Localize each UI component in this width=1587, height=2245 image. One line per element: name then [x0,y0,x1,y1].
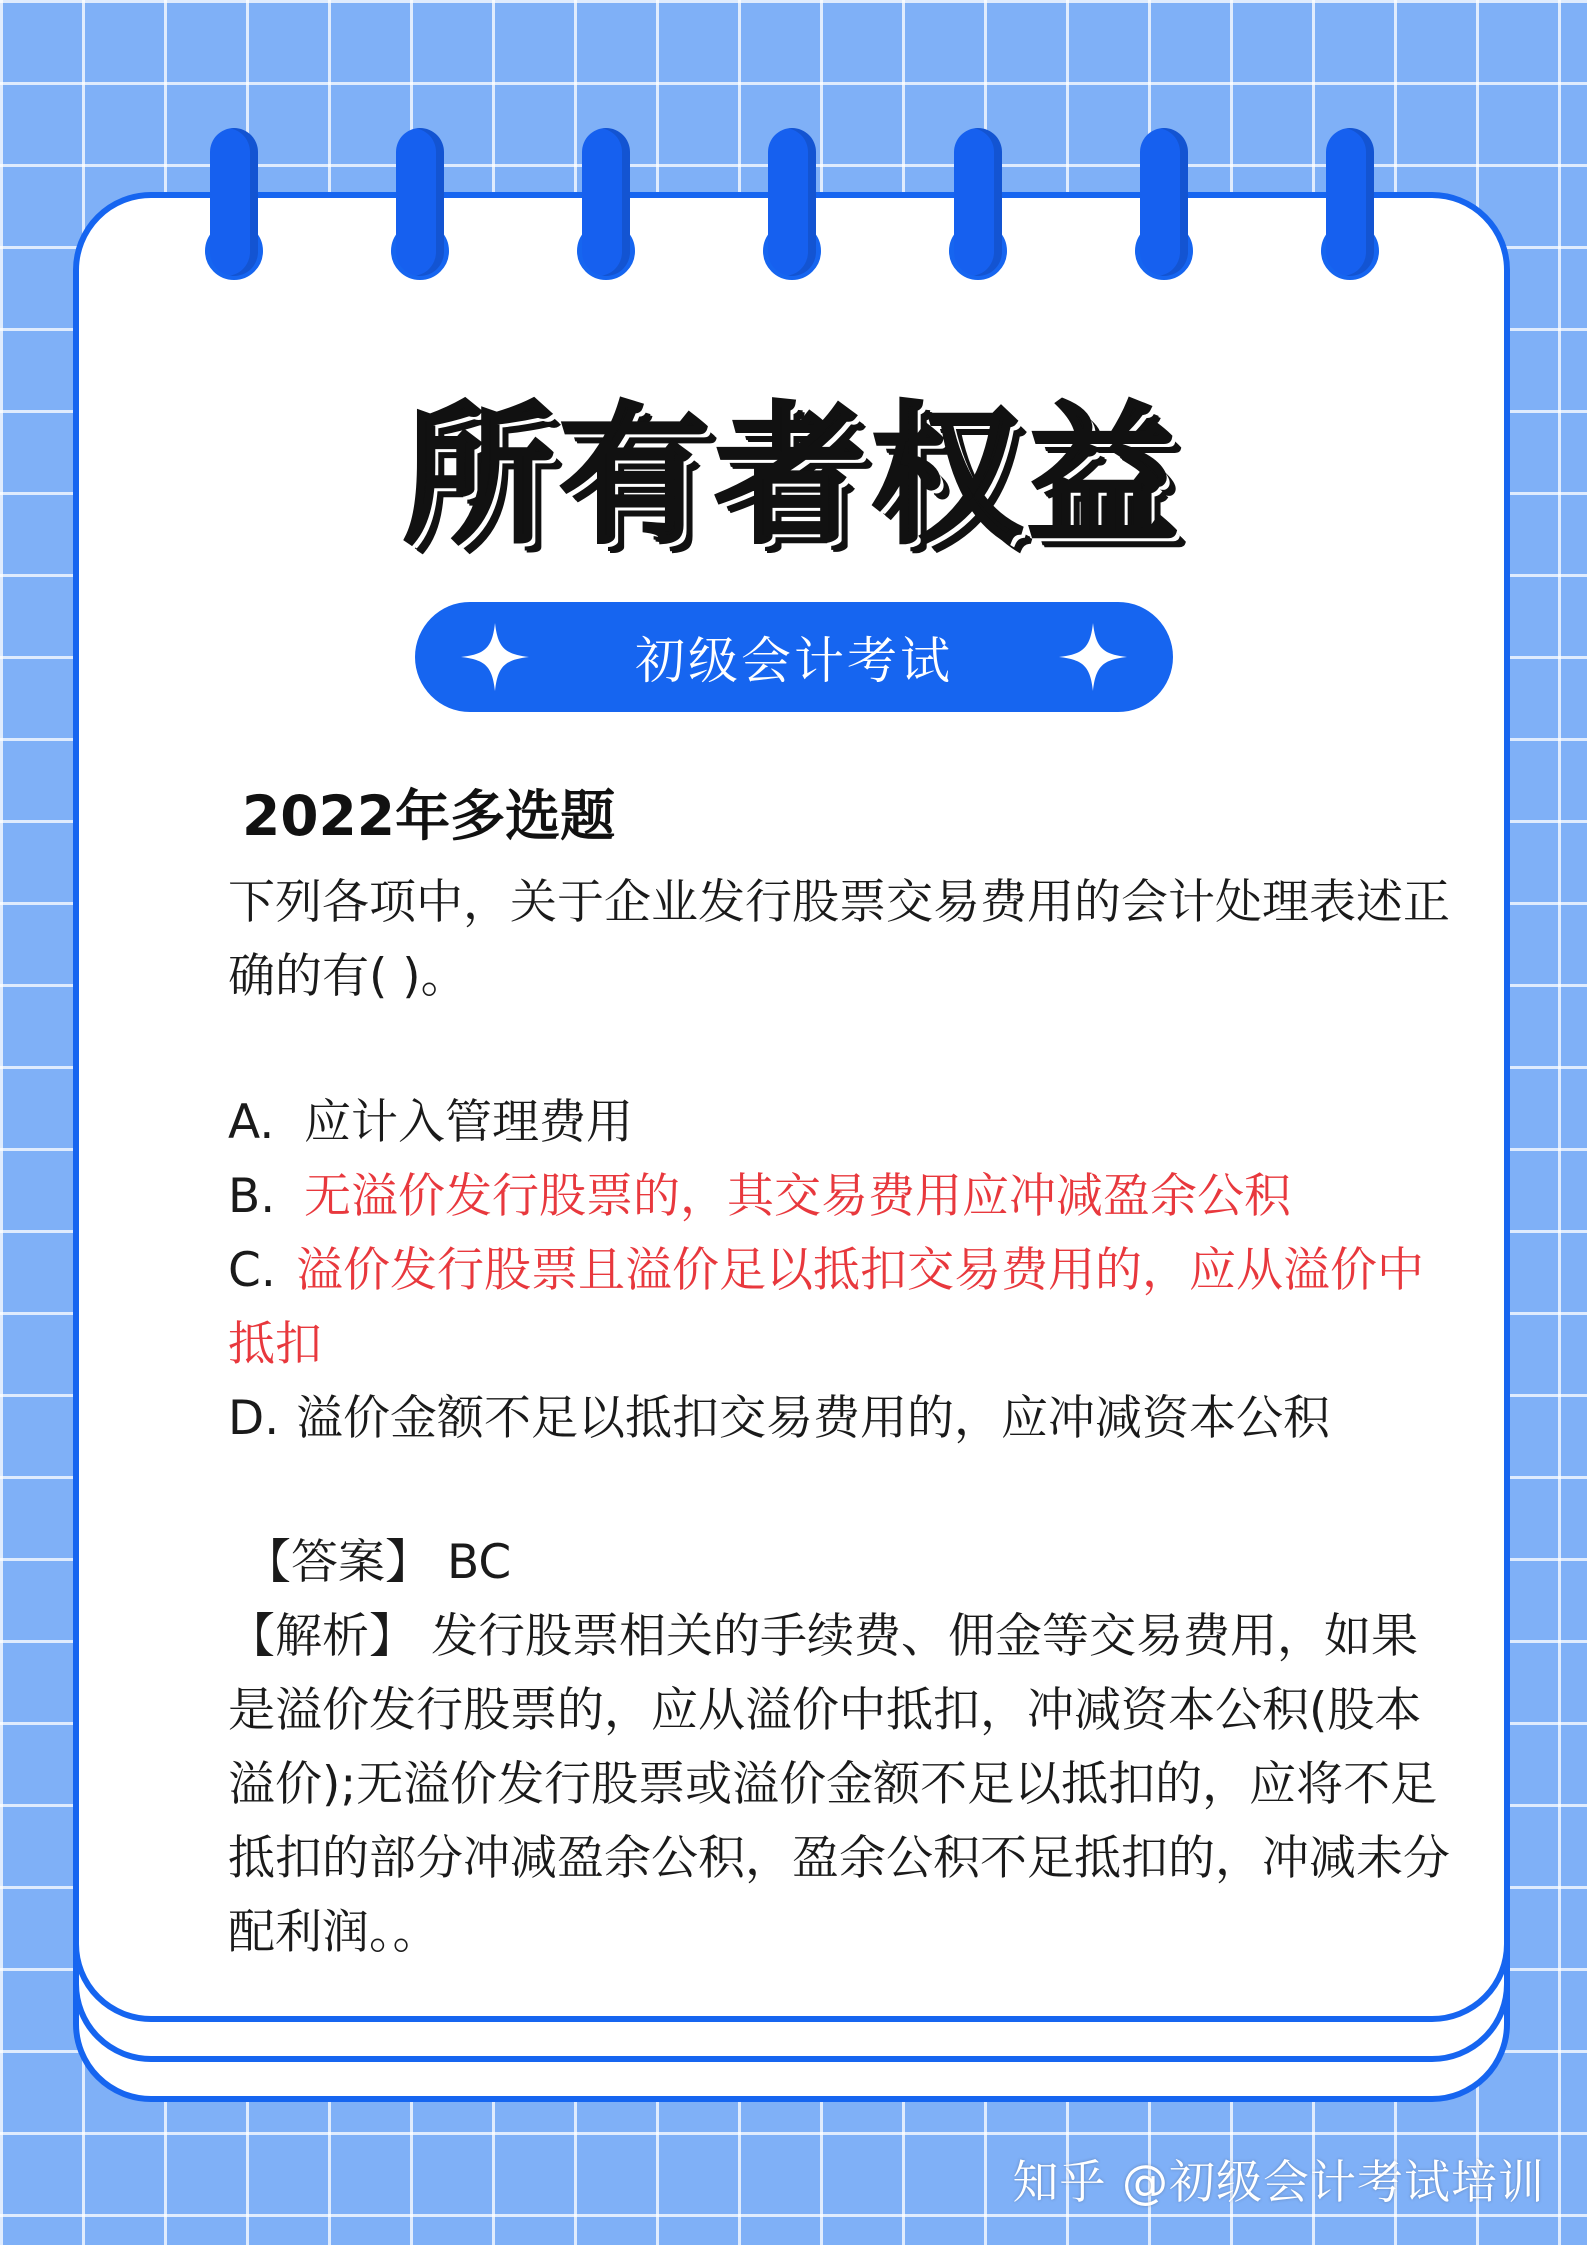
option-a [228,1086,1458,1160]
option-text: 溢价金额不足以抵扣交易费用的，应冲减资本公积 [296,1391,1330,1446]
answer-label: 【答案】 [244,1535,432,1590]
answer-section [228,1526,1458,1970]
binder-ring [396,128,444,276]
analysis-label: 【解析】 [228,1609,416,1664]
answer-line [228,1526,1458,1600]
binder-ring [582,128,630,276]
page-title: 所有者权益 [403,390,1184,564]
option-text: 溢价发行股票且溢价足以抵扣交易费用的，应从溢价中抵扣 [228,1243,1424,1372]
option-d [228,1382,1458,1456]
options-list [228,1086,1458,1456]
option-letter: C. [228,1243,276,1298]
binder-ring [210,128,258,276]
analysis-text: 发行股票相关的手续费、佣金等交易费用，如果是溢价发行股票的，应从溢价中抵扣，冲减资本公积(股本溢价);无溢价发行股票或溢价金额不足以抵扣的，应将不足抵扣的部分冲减盈余公积，盈余公积不足抵扣的，冲减未分配利润。。 [228,1609,1450,1960]
option-c [228,1234,1458,1382]
option-text: 无溢价发行股票的，其交易费用应冲减盈余公积 [304,1169,1291,1224]
binder-ring [954,128,1002,276]
watermark: 知乎 @初级会计考试培训 [1012,2155,1545,2209]
option-letter: D. [228,1391,280,1446]
exam-banner [415,602,1173,712]
option-letter: A. [228,1095,275,1150]
option-b [228,1160,1458,1234]
sparkle-icon [1059,623,1127,691]
option-letter: B. [228,1169,276,1224]
question-heading: 2022年多选题 [242,784,616,848]
answer-value: BC [446,1535,512,1590]
option-text: 应计入管理费用 [304,1095,633,1150]
exam-banner-label: 初级会计考试 [635,632,953,690]
question-text: 下列各项中，关于企业发行股票交易费用的会计处理表述正确的有( )。 [228,875,1450,1004]
binder-ring [1326,128,1374,276]
analysis-block [228,1600,1458,1970]
binder-ring [768,128,816,276]
binder-ring [1140,128,1188,276]
